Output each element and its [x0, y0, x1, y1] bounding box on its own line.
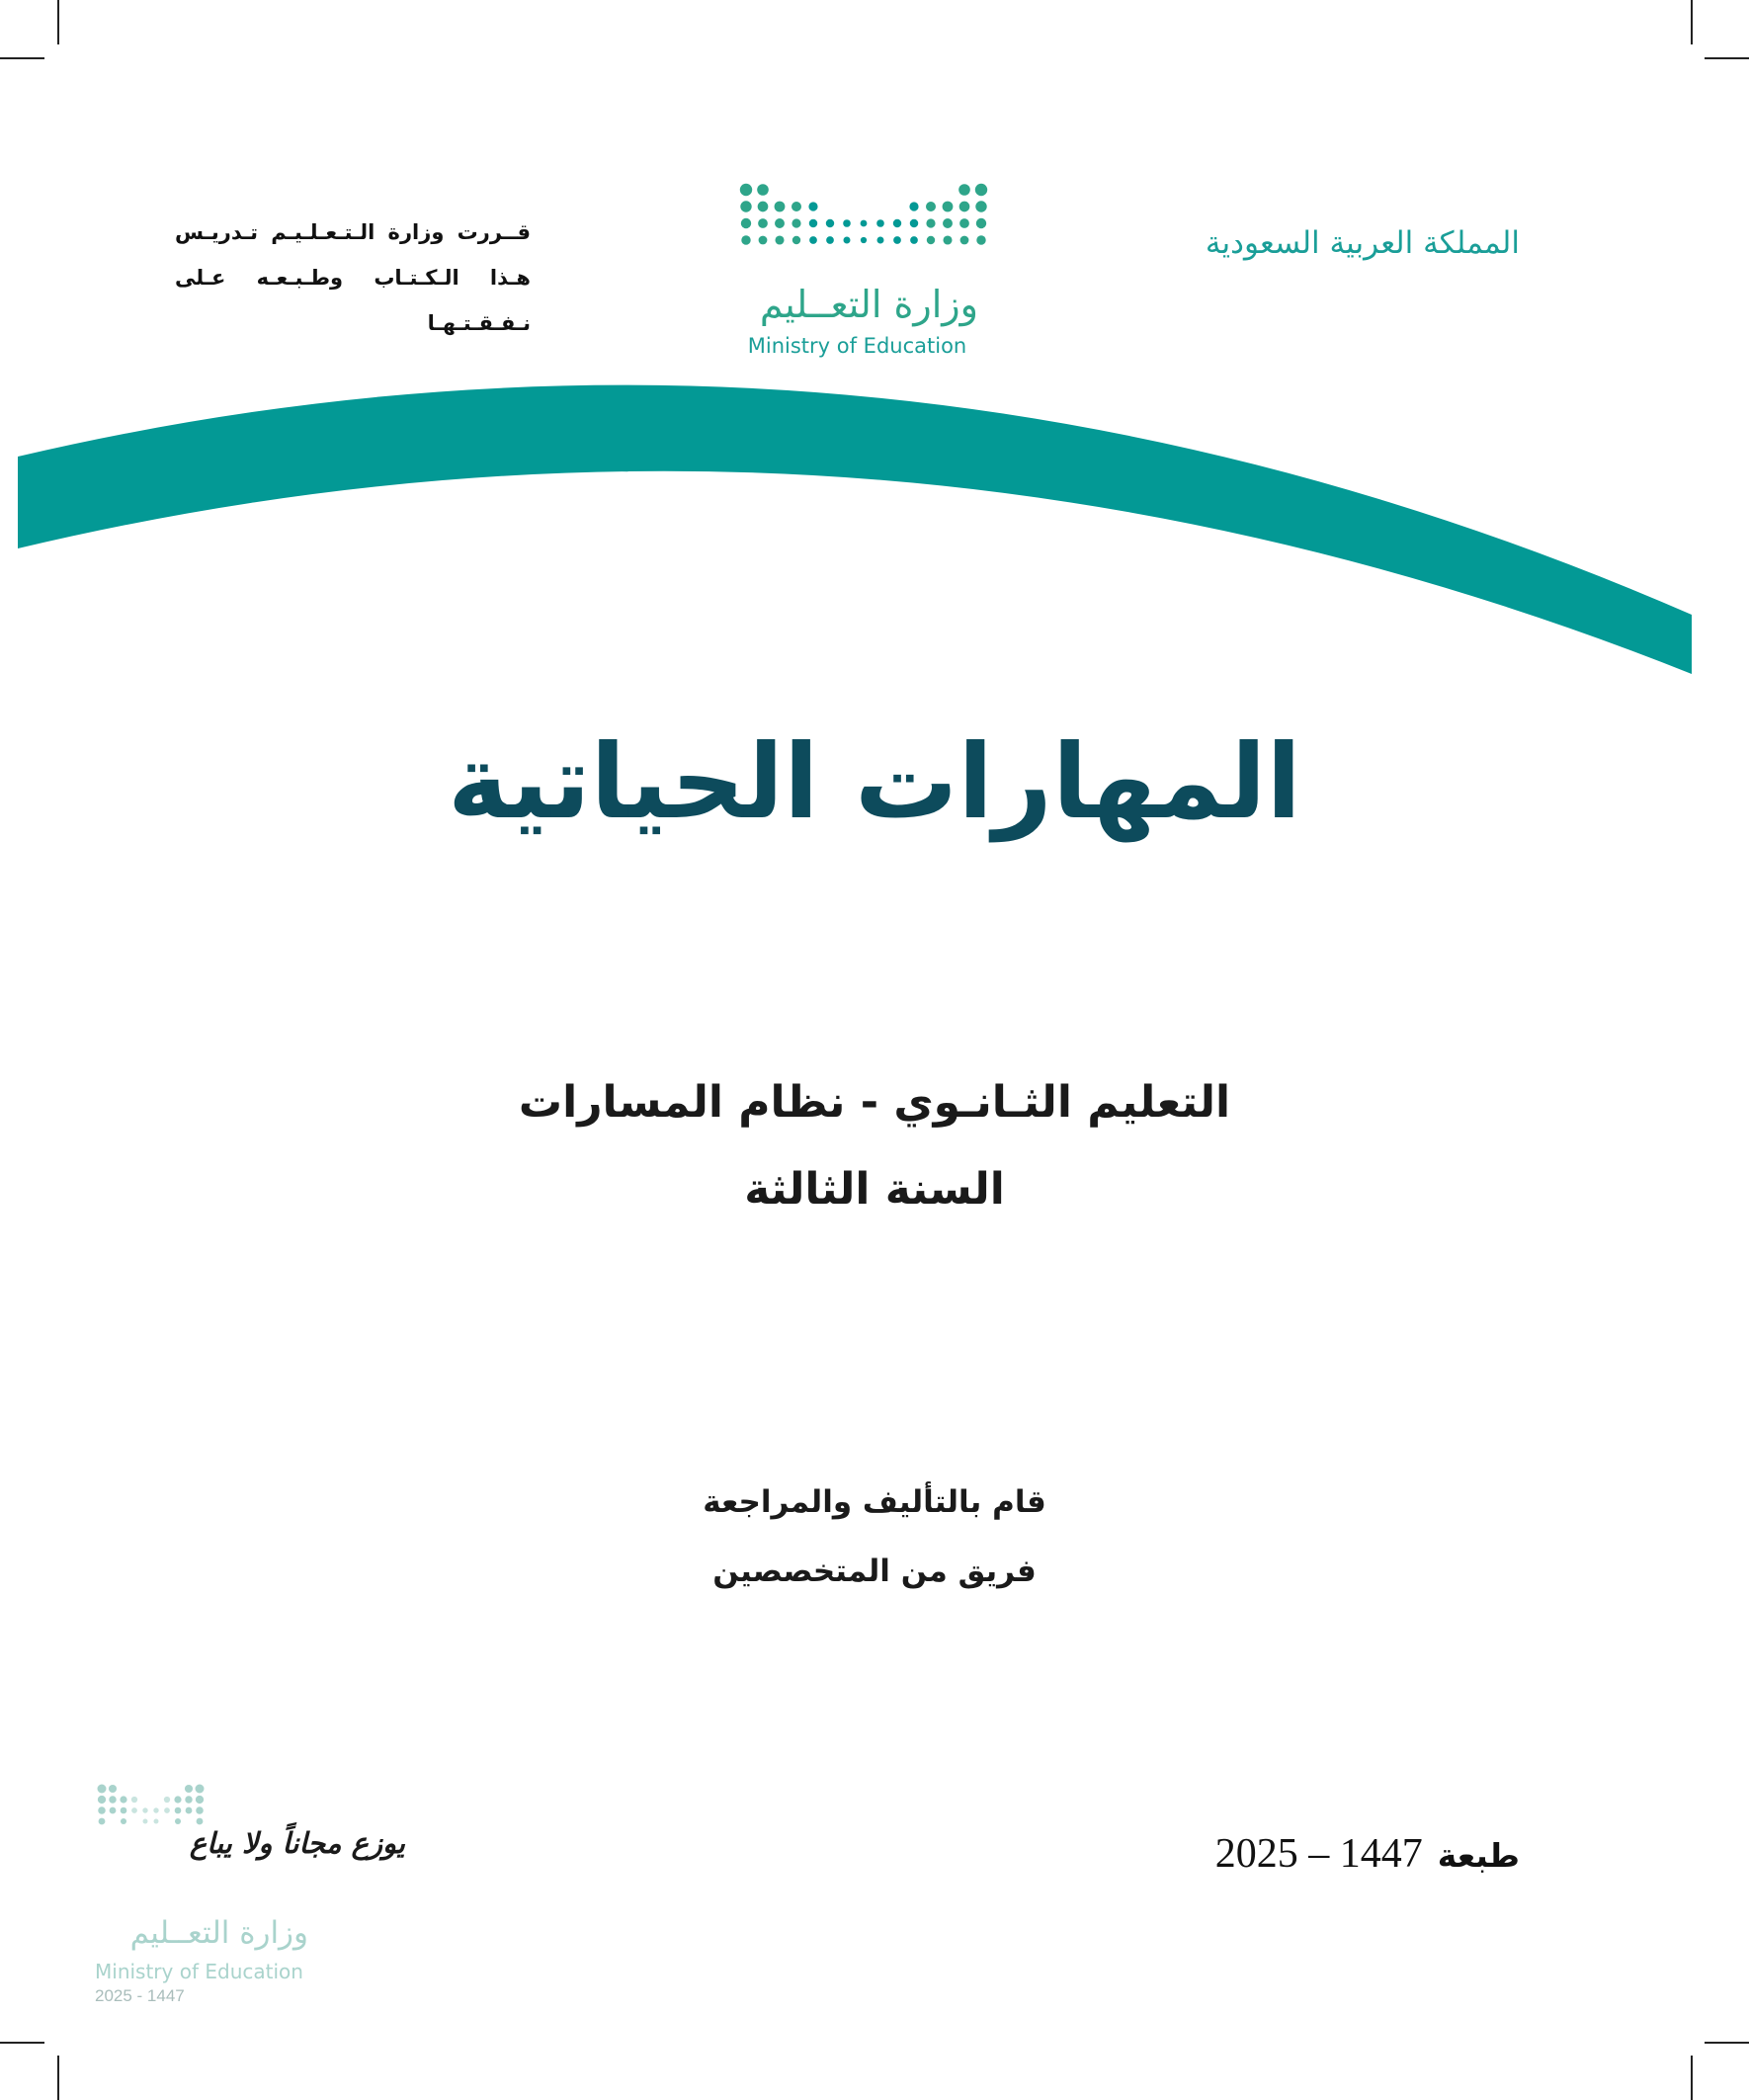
- logo-dot: [943, 218, 953, 228]
- logo-dot: [186, 1807, 193, 1814]
- logo-dot: [926, 202, 936, 211]
- logo-dot: [826, 236, 834, 244]
- logo-dot: [958, 184, 970, 196]
- stamp-year: 2025 - 1447: [95, 1986, 185, 2005]
- logo-dot: [861, 237, 867, 243]
- logo-dot: [843, 219, 851, 227]
- logo-dot: [109, 1796, 116, 1803]
- logo-dot: [185, 1785, 193, 1793]
- logo-dot: [154, 1819, 159, 1824]
- logo-dot: [153, 1807, 158, 1812]
- logo-dot: [175, 1818, 181, 1824]
- logo-dot: [757, 184, 769, 196]
- logo-dot: [927, 236, 935, 244]
- logo-dot: [775, 202, 786, 212]
- edition-label: طبعة: [1437, 1836, 1520, 1875]
- logo-dot: [185, 1796, 192, 1803]
- book-title: المهارات الحياتية: [447, 721, 1302, 842]
- logo-dot: [131, 1807, 137, 1813]
- logo-dot: [909, 202, 918, 210]
- logo-dot: [893, 219, 901, 227]
- logo-dot: [943, 202, 954, 212]
- logo-dot: [196, 1806, 204, 1814]
- logo-dot: [120, 1796, 126, 1803]
- logo-dot: [809, 219, 817, 227]
- logo-dot: [975, 184, 987, 196]
- logo-dot: [759, 236, 768, 245]
- crop-mark: [0, 57, 44, 59]
- logo-dot: [758, 218, 768, 228]
- free-distribution-stamp: يوزع مجاناً ولا يباع: [189, 1826, 405, 1860]
- stamp-ministry-english: Ministry of Education: [95, 1960, 303, 1983]
- logo-dot: [876, 219, 884, 227]
- logo-dot: [740, 184, 752, 196]
- stamp-ministry-arabic: وزارة التعــليم: [129, 1915, 308, 1951]
- authoring-credit: قام بالتأليف والمراجعة: [703, 1484, 1046, 1520]
- logo-dot: [809, 236, 817, 244]
- logo-dot: [110, 1807, 117, 1814]
- edition-info: [1215, 1830, 1520, 1878]
- logo-dot: [792, 236, 800, 244]
- logo-dot: [861, 220, 868, 227]
- logo-dot: [109, 1785, 117, 1793]
- logo-dot: [943, 235, 952, 244]
- ministry-name-arabic: وزارة التعــليم: [759, 283, 978, 326]
- logo-dot: [826, 219, 834, 227]
- logo-dot: [121, 1807, 127, 1814]
- logo-dot: [121, 1818, 126, 1824]
- logo-dot: [910, 219, 918, 227]
- crop-mark: [1705, 57, 1749, 59]
- logo-dot: [843, 236, 850, 243]
- crop-mark: [1705, 2042, 1749, 2044]
- approval-notice: [175, 210, 531, 346]
- logo-dot: [741, 218, 751, 228]
- logo-dot: [808, 202, 817, 210]
- logo-dot: [164, 1797, 170, 1803]
- logo-dot: [791, 218, 800, 227]
- crop-mark: [57, 0, 59, 44]
- logo-dot: [976, 218, 986, 228]
- logo-dot: [893, 236, 901, 244]
- crop-mark: [1691, 2056, 1693, 2100]
- logo-dot: [142, 1807, 147, 1812]
- logo-dot: [99, 1818, 106, 1825]
- logo-dot: [775, 218, 785, 228]
- logo-dot: [98, 1806, 106, 1814]
- logo-dot: [740, 201, 751, 211]
- ministry-name-english: Ministry of Education: [747, 334, 967, 358]
- logo-dot: [197, 1818, 204, 1825]
- book-subtitle-track: التعليم الثـانـوي - نظام المسارات: [518, 1077, 1231, 1128]
- logo-dot: [960, 236, 969, 245]
- edition-years: 2025 – 1447: [1214, 1831, 1423, 1877]
- crop-mark: [1691, 0, 1693, 44]
- logo-dot: [791, 202, 801, 211]
- logo-dot: [876, 236, 883, 243]
- crop-mark: [0, 2042, 44, 2044]
- approval-line-1: قــررت وزارة الـتـعـلـيـم تـدريـس: [175, 220, 531, 244]
- logo-dot: [926, 218, 935, 227]
- kingdom-name: المملكة العربية السعودية: [1205, 225, 1520, 261]
- authoring-team: فريق من المتخصصين: [712, 1554, 1037, 1589]
- approval-line-2: هـذا الـكـتـاب وطـبـعـه عـلى نـفـقـتـهـا: [175, 266, 531, 335]
- logo-dot: [131, 1797, 137, 1803]
- logo-dot: [196, 1796, 204, 1804]
- logo-dot: [959, 202, 970, 212]
- logo-dot: [910, 236, 918, 244]
- logo-dot: [164, 1807, 170, 1813]
- crop-mark: [57, 2056, 59, 2100]
- logo-dot: [975, 201, 986, 211]
- logo-dot: [758, 202, 769, 212]
- logo-dot: [143, 1819, 148, 1824]
- logo-dot: [976, 235, 985, 244]
- logo-dot: [196, 1785, 205, 1794]
- logo-dot: [98, 1796, 106, 1804]
- logo-dot: [775, 235, 784, 244]
- logo-dot: [741, 235, 750, 244]
- logo-dot: [174, 1796, 181, 1803]
- teal-arc-band: [0, 376, 1749, 692]
- logo-dot: [98, 1785, 107, 1794]
- logo-dot: [175, 1807, 182, 1814]
- logo-dot: [959, 218, 969, 228]
- book-subtitle-year: السنة الثالثة: [744, 1164, 1005, 1215]
